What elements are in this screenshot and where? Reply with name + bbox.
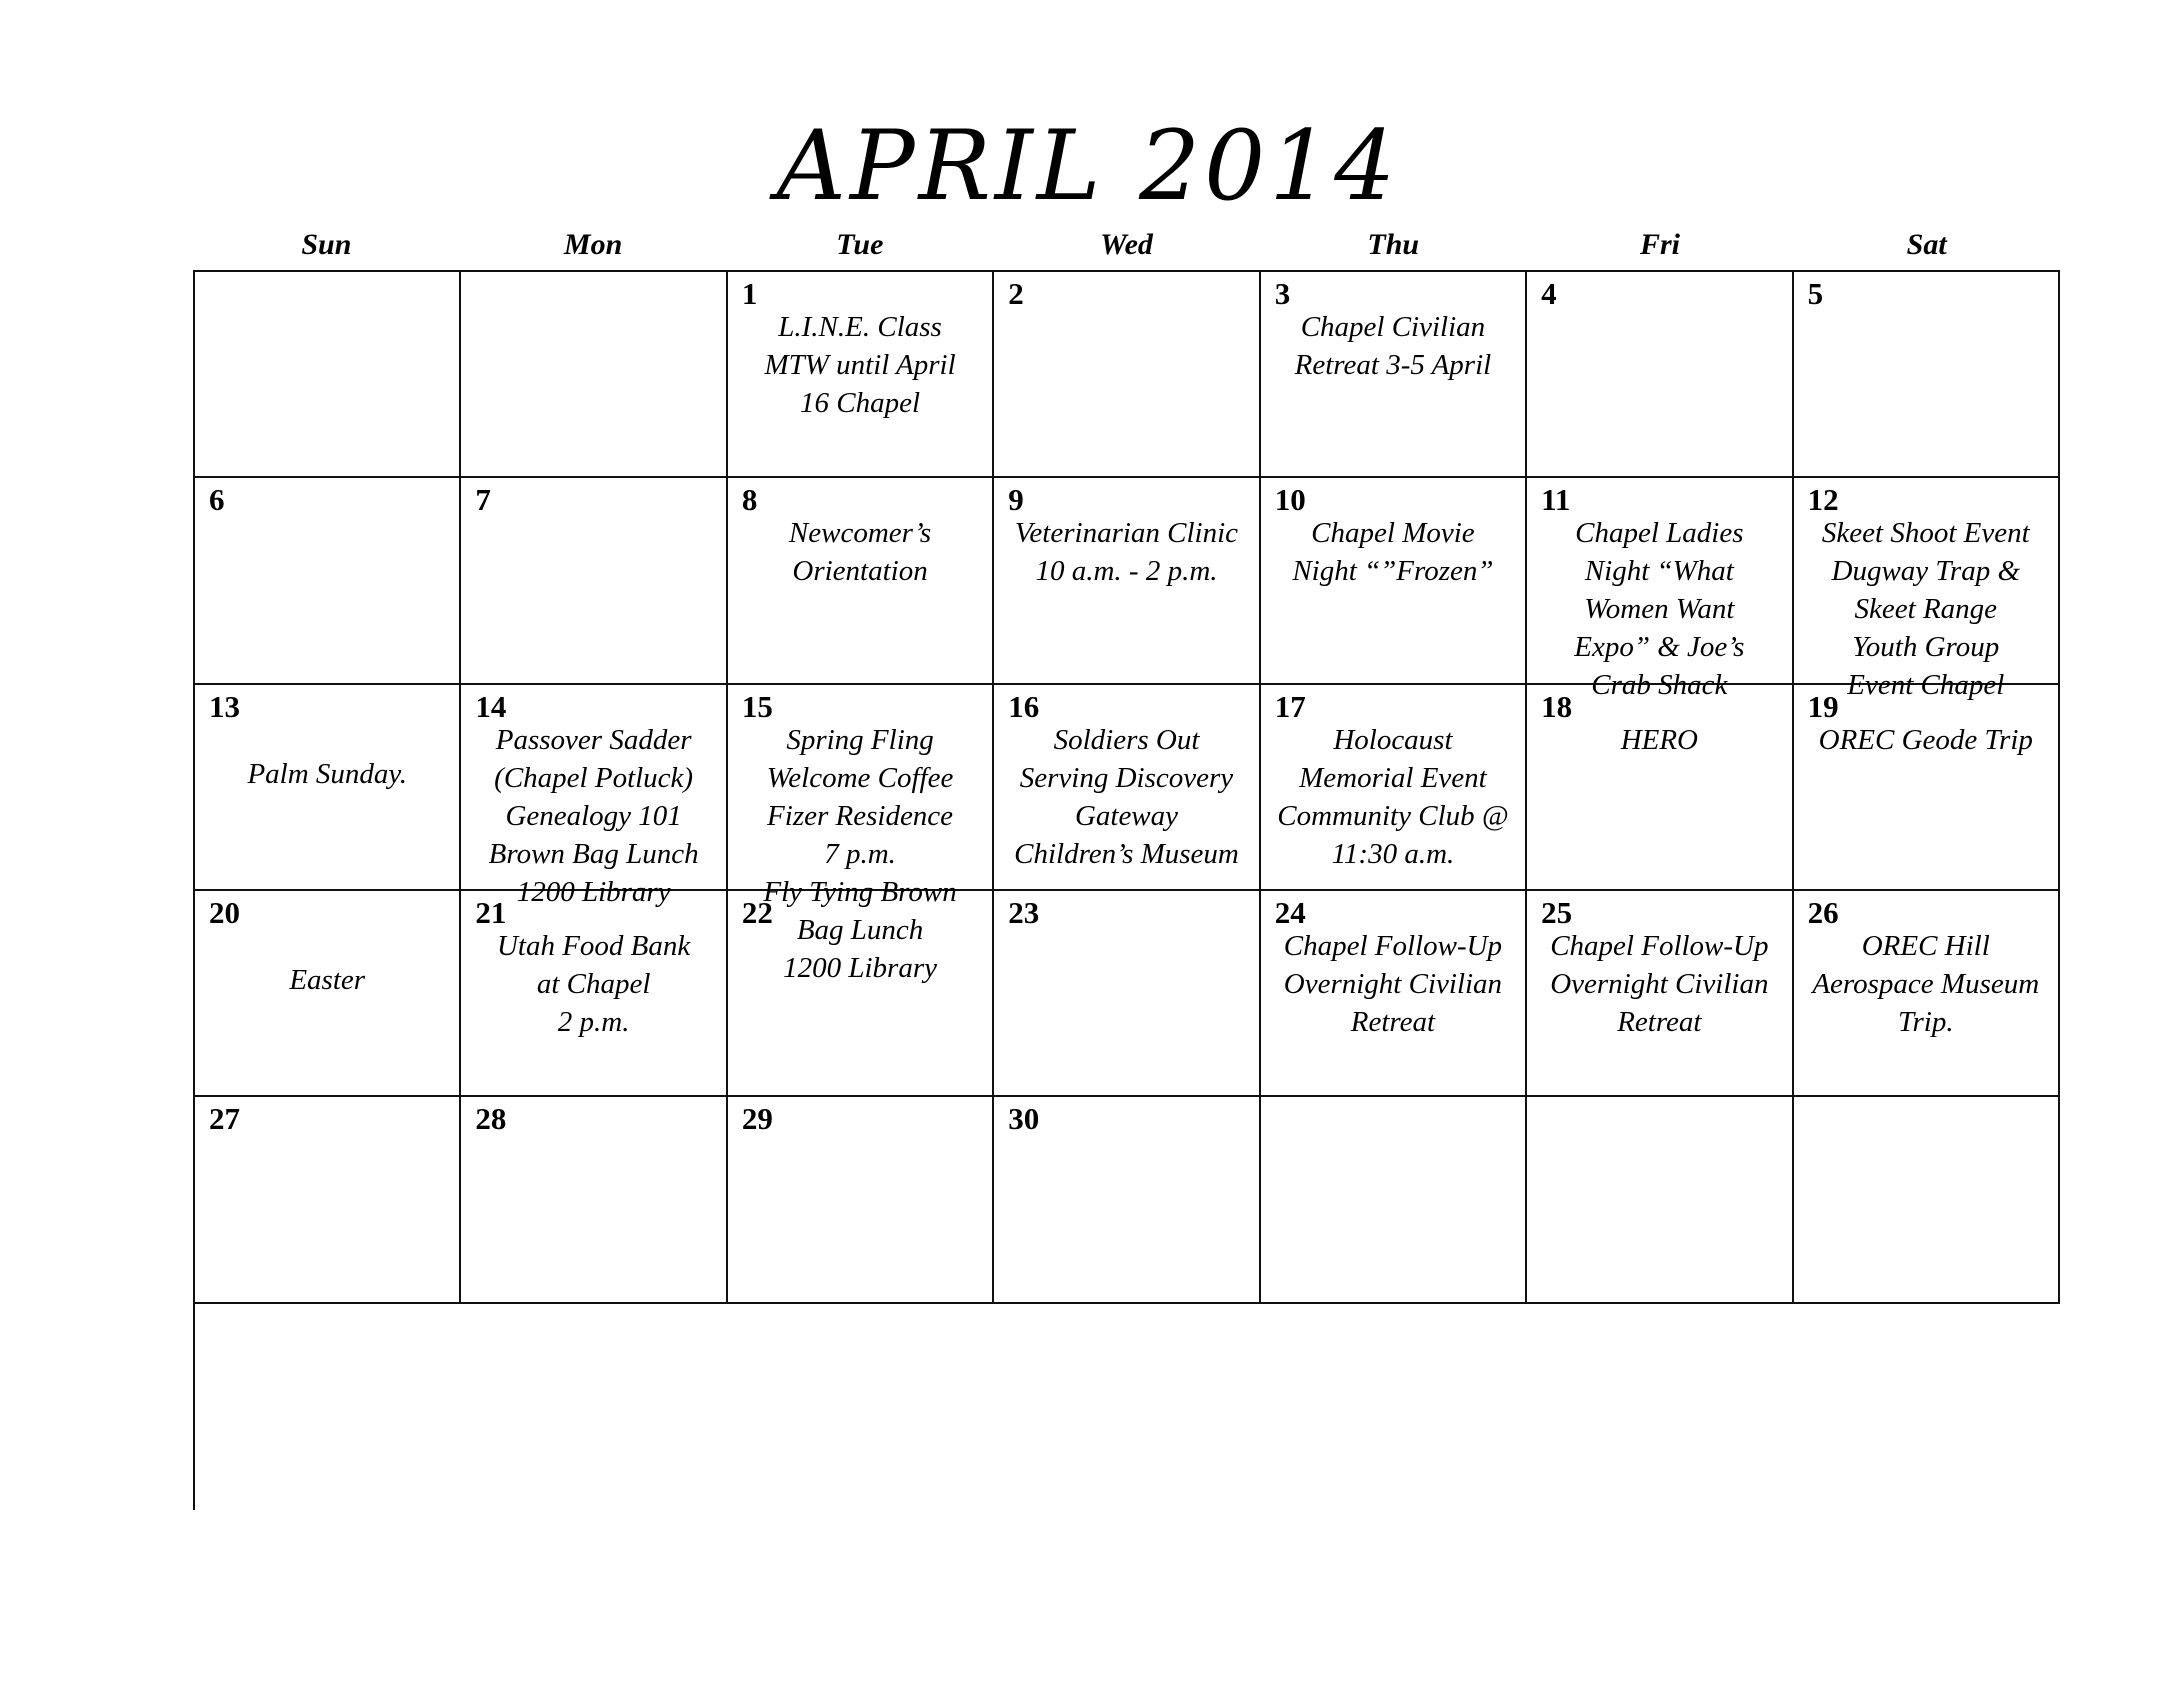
day-number: 8	[741, 482, 758, 518]
day-number: 26	[1807, 894, 1839, 930]
calendar-day-cell	[994, 478, 1260, 684]
day-event: OREC Geode Trip	[1818, 723, 2033, 756]
weekday-tue: Tue	[836, 228, 884, 261]
calendar-day-cell	[1794, 1097, 2060, 1303]
calendar-day-cell	[461, 478, 727, 684]
calendar-day-cell	[195, 272, 461, 478]
calendar-day-cell	[461, 1097, 727, 1303]
calendar-day-cell	[461, 685, 727, 908]
day-number: 28	[475, 1101, 507, 1137]
calendar-day-cell	[728, 272, 994, 478]
calendar-day-cell	[994, 685, 1260, 891]
calendar-day-cell	[195, 1097, 461, 1303]
day-number: 22	[741, 894, 773, 930]
calendar-title: APRIL 2014	[776, 110, 1400, 222]
day-number: 7	[475, 482, 491, 518]
day-number: 30	[1008, 1101, 1040, 1137]
calendar-day-cell	[195, 478, 461, 684]
day-number: 14	[475, 688, 507, 724]
calendar-day-cell	[461, 891, 727, 1097]
day-event: Easter	[289, 963, 366, 996]
calendar-day-cell	[1794, 891, 2060, 1097]
calendar-day-cell	[1794, 478, 2060, 702]
day-event: Spring Fling Welcome Coffee Fizer Residence 7 p.m. Fly Tying Brown Bag Lunch 1200 Library	[763, 723, 957, 984]
calendar-day-cell	[1261, 685, 1527, 891]
day-number: 13	[209, 688, 240, 724]
day-event: Utah Food Bank at Chapel 2 p.m.	[496, 929, 691, 1038]
day-event: Chapel Movie Night “”Frozen”	[1292, 517, 1494, 588]
calendar-day-cell	[994, 891, 1260, 1097]
day-event: Skeet Shoot Event Dugway Trap & Skeet Range Youth Group Event Chapel	[1821, 517, 2030, 702]
day-number: 11	[1541, 482, 1571, 518]
day-event: Passover Sadder (Chapel Potluck) Genealogy 101 Brown Bag Lunch 1200 Library	[488, 723, 699, 908]
calendar-day-cell	[728, 1097, 994, 1303]
day-number: 17	[1274, 688, 1306, 724]
day-number: 21	[475, 894, 507, 930]
day-number: 4	[1541, 276, 1557, 311]
day-event: Holocaust Memorial Event Community Club @ 11:30 a.m.	[1277, 723, 1509, 870]
day-event: Chapel Follow-Up Overnight Civilian Retreat	[1550, 929, 1769, 1038]
day-number: 5	[1807, 276, 1824, 311]
day-number: 15	[741, 688, 773, 724]
weekday-sun: Sun	[301, 228, 352, 261]
day-event: Chapel Civilian Retreat 3-5 April	[1294, 311, 1492, 381]
weekday-mon: Mon	[563, 228, 623, 261]
day-number: 3	[1274, 276, 1291, 311]
day-event: L.I.N.E. Class MTW until April 16 Chapel	[764, 311, 956, 419]
weekday-wed: Wed	[1100, 228, 1153, 261]
calendar-day-cell	[195, 891, 461, 1097]
weekday-header-row	[193, 228, 2060, 268]
day-number: 24	[1274, 894, 1306, 930]
calendar-day-cell	[994, 272, 1260, 478]
day-event: HERO	[1620, 723, 1699, 756]
weekday-fri: Fri	[1639, 228, 1680, 261]
calendar-day-cell	[728, 891, 994, 1097]
weekday-thu: Thu	[1367, 228, 1420, 261]
calendar-day-cell	[1527, 478, 1793, 702]
day-event: Soldiers Out Serving Discovery Gateway Children’s Museum	[1014, 723, 1239, 870]
calendar-day-cell	[1261, 891, 1527, 1097]
day-number: 12	[1807, 482, 1839, 518]
calendar-day-cell	[1261, 272, 1527, 478]
calendar-day-cell	[1527, 891, 1793, 1097]
day-number: 27	[209, 1101, 240, 1137]
calendar-day-cell	[1261, 478, 1527, 684]
calendar-day-cell	[1794, 272, 2060, 478]
day-number: 20	[209, 894, 240, 930]
calendar-day-cell	[1794, 685, 2060, 891]
calendar-day-cell	[1527, 1097, 1793, 1303]
day-event: Chapel Ladies Night “What Women Want Expo” & Joe’s Crab Shack	[1574, 517, 1745, 702]
day-event: OREC Hill Aerospace Museum Trip.	[1812, 929, 2040, 1038]
weekday-sat: Sat	[1906, 228, 1947, 261]
day-event: Palm Sunday.	[247, 757, 407, 790]
calendar-day-cell	[994, 1097, 1260, 1303]
day-number: 18	[1541, 688, 1573, 724]
calendar-day-cell	[1527, 272, 1793, 478]
day-number: 25	[1541, 894, 1573, 930]
day-number: 9	[1008, 482, 1024, 518]
calendar-day-cell	[461, 272, 727, 478]
day-number: 16	[1008, 688, 1040, 724]
calendar-grid	[193, 270, 2060, 1510]
day-event: Veterinarian Clinic 10 a.m. - 2 p.m.	[1014, 517, 1239, 588]
day-number: 2	[1008, 276, 1024, 311]
calendar-day-cell	[1527, 685, 1793, 891]
day-number: 19	[1807, 688, 1839, 724]
day-event: Chapel Follow-Up Overnight Civilian Retreat	[1283, 929, 1503, 1038]
calendar-day-cell	[728, 478, 994, 684]
day-number: 6	[209, 482, 225, 518]
calendar-day-cell	[1261, 1097, 1527, 1303]
day-number: 29	[741, 1101, 773, 1137]
day-number: 10	[1274, 482, 1306, 518]
calendar-day-cell	[195, 685, 461, 891]
day-number: 1	[741, 276, 758, 311]
day-number: 23	[1008, 894, 1040, 930]
day-event: Newcomer’s Orientation	[788, 517, 932, 588]
